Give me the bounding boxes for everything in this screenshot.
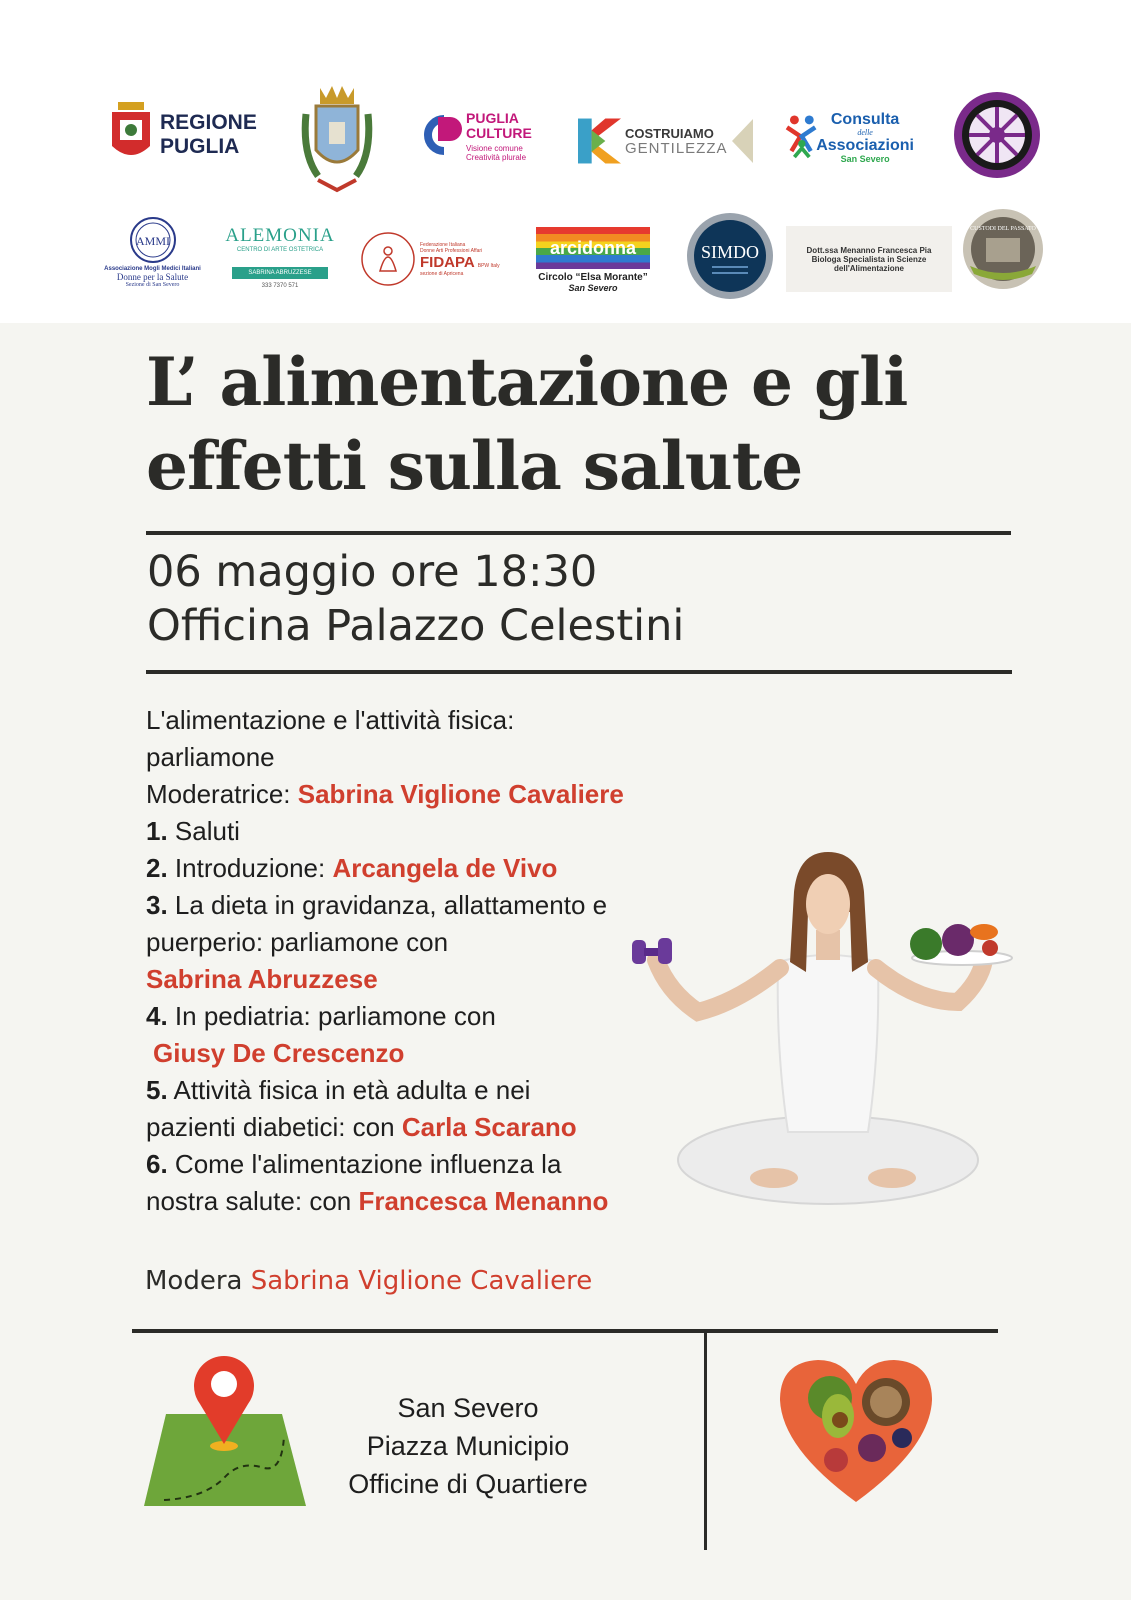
arcidonna-logo — [536, 224, 650, 296]
program-item-3-speaker: Sabrina Abruzzese — [146, 964, 378, 994]
program-intro-line1: L'alimentazione e l'attività fisica: — [146, 705, 515, 735]
program-item-1-text: Saluti — [167, 816, 240, 846]
program-item-5-line2 — [146, 1109, 666, 1146]
costruiamo-gentilezza-logo — [578, 116, 753, 166]
regione-puglia-shield-icon — [110, 102, 152, 168]
program-item-5-speaker: Carla Scarano — [401, 1112, 577, 1142]
gentilezza-line2: GENTILEZZA — [624, 140, 728, 157]
consulta-line2: delle — [857, 127, 873, 137]
regione-puglia-line1: REGIONE — [160, 111, 257, 134]
regione-puglia-logo — [110, 100, 260, 170]
fidapa-emblem-icon — [360, 231, 416, 287]
vegetable-plate-icon — [910, 924, 1012, 965]
program-moderator-label: Moderatrice: — [146, 779, 298, 809]
woman-torso — [778, 955, 879, 1132]
custodi-emblem-icon — [962, 208, 1044, 290]
program-item-1 — [146, 813, 666, 850]
puglia-culture-tagline1: Visione comune — [466, 143, 523, 153]
program-item-5-text1: Attività fisica in età adulta e nei — [167, 1075, 531, 1105]
alemonia-line2: CENTRO DI ARTE OSTETRICA — [236, 247, 324, 253]
program-item-3-line2: puerperio: parliamone con — [146, 927, 449, 957]
puglia-culture-icon — [420, 113, 464, 159]
gentilezza-k-icon — [578, 118, 621, 164]
woman-face — [806, 874, 850, 934]
consulta-line4: San Severo — [840, 153, 890, 164]
program-item-6-line2 — [146, 1183, 666, 1220]
fidapa-line4: BPW Italy — [477, 262, 500, 269]
program-item-6-number: 6. — [146, 1149, 168, 1179]
alemonia-line3: SABRINA ABRUZZESE — [232, 267, 328, 279]
address-block — [318, 1389, 618, 1503]
program-item-3-number: 3. — [146, 890, 168, 920]
program-moderator — [146, 776, 666, 813]
event-date-venue — [147, 545, 1007, 653]
woman-arm-right — [876, 960, 984, 1002]
program-item-6-text2: nostra salute: con — [146, 1186, 359, 1216]
woman-yoga-illustration — [628, 852, 1018, 1222]
program-item-5-text2: pazienti diabetici: con — [146, 1112, 402, 1142]
regione-puglia-line2: PUGLIA — [160, 135, 240, 158]
moderator-label: Modera — [145, 1266, 251, 1296]
woman-foot-right — [868, 1168, 916, 1188]
divider-vertical — [704, 1330, 707, 1550]
ammi-emblem-icon — [129, 216, 177, 264]
program-item-5-line1 — [146, 1072, 666, 1109]
alemonia-logo — [225, 218, 335, 296]
puglia-culture-line2: CULTURE — [466, 124, 532, 141]
ammi-line3: Sezione di San Severo — [125, 282, 180, 288]
custodi-del-passato-logo — [962, 208, 1044, 290]
map-location-icon — [144, 1348, 306, 1508]
program-item-2-speaker: Arcangela de Vivo — [332, 853, 558, 883]
menanno-line3: dell'Alimentazione — [834, 263, 904, 273]
program-intro-line2: parliamone — [146, 742, 275, 772]
comune-crest-logo — [296, 84, 378, 194]
puglia-culture-line1: PUGLIA — [466, 109, 519, 126]
moderator-name: Sabrina Viglione Cavaliere — [250, 1266, 593, 1296]
puglia-culture-tagline2: Creatività plurale — [466, 152, 527, 162]
program-item-1-number: 1. — [146, 816, 168, 846]
consulta-people-icon — [784, 106, 818, 168]
consulta-associazioni-logo — [784, 96, 914, 178]
wheel-icon — [952, 90, 1042, 180]
program-item-2-number: 2. — [146, 853, 168, 883]
menanno-line2: Biologa Specialista in Scienze — [811, 254, 927, 264]
program-item-3-text1: La dieta in gravidanza, allattamento e — [167, 890, 608, 920]
fidapa-line2: Donne Arti Professioni Affari — [420, 247, 483, 254]
arcidonna-line1: arcidonna — [549, 237, 637, 258]
arcidonna-line2: Circolo “Elsa Morante” — [538, 272, 648, 283]
healthy-food-heart-icon — [776, 1356, 936, 1504]
program-list — [146, 702, 666, 1220]
fidapa-logo — [360, 228, 500, 290]
wheel-emblem-logo — [952, 90, 1042, 180]
gentilezza-line1: COSTRUIAMO — [624, 126, 714, 141]
arcidonna-line3: San Severo — [568, 283, 618, 293]
event-title — [146, 340, 1046, 508]
consulta-line3: Associazioni — [816, 136, 914, 154]
fidapa-line3: FIDAPA — [420, 253, 475, 271]
moderator-line — [145, 1266, 592, 1296]
woman-neck — [816, 930, 840, 960]
woman-arm-left — [656, 960, 780, 1012]
program-item-4-line1 — [146, 998, 666, 1035]
divider-middle — [146, 670, 1012, 674]
fidapa-line1: Federazione Italiana — [420, 241, 466, 248]
simdo-logo — [686, 212, 774, 300]
svg-text:AMMI: AMMI — [135, 234, 170, 248]
event-title-line1: L’ alimentazione e gli — [146, 343, 908, 421]
woman-foot-left — [750, 1168, 798, 1188]
simdo-emblem-icon — [686, 212, 774, 300]
address-square: Piazza Municipio — [366, 1431, 570, 1461]
menanno-line1: Dott.ssa Menanno Francesca Pia — [806, 245, 932, 255]
program-item-6-line1 — [146, 1146, 666, 1183]
program-item-2 — [146, 850, 666, 887]
puglia-culture-logo — [420, 96, 540, 176]
fidapa-line5: sezione di Apricena — [420, 270, 464, 277]
program-item-3-line1 — [146, 887, 666, 924]
divider-top — [146, 531, 1011, 535]
program-item-5-number: 5. — [146, 1075, 168, 1105]
alemonia-line1: ALEMONIA — [225, 225, 335, 246]
ammi-line1: Associazione Mogli Medici Italiani — [104, 266, 201, 272]
gentilezza-arrow-icon — [732, 118, 754, 164]
address-city: San Severo — [397, 1393, 539, 1423]
program-item-6-speaker: Francesca Menanno — [358, 1186, 609, 1216]
program-item-4-text: In pediatria: parliamone con — [167, 1001, 496, 1031]
city-crest-icon — [296, 84, 378, 194]
program-item-6-text1: Come l'alimentazione influenza la — [167, 1149, 562, 1179]
program-item-4-number: 4. — [146, 1001, 168, 1031]
simdo-line1: SIMDO — [700, 242, 760, 262]
event-venue: Officina Palazzo Celestini — [147, 601, 685, 651]
ammi-logo — [100, 210, 205, 294]
ammi-line2: Donne per la Salute — [116, 272, 189, 282]
alemonia-phone: 333 7370 571 — [261, 283, 299, 289]
consulta-line1: Consulta — [830, 110, 900, 128]
partner-logos-band — [0, 0, 1131, 323]
program-item-4-speaker: Giusy De Crescenzo — [153, 1038, 405, 1068]
menanno-logo — [786, 226, 952, 292]
event-date: 06 maggio ore 18:30 — [147, 547, 598, 597]
program-moderator-name: Sabrina Viglione Cavaliere — [297, 779, 624, 809]
address-venue: Officine di Quartiere — [348, 1469, 588, 1499]
program-item-2-text: Introduzione: — [167, 853, 333, 883]
custodi-line1: CUSTODI DEL PASSATO — [970, 226, 1036, 232]
divider-bottom — [132, 1329, 998, 1333]
event-title-line2: effetti sulla salute — [146, 427, 803, 505]
